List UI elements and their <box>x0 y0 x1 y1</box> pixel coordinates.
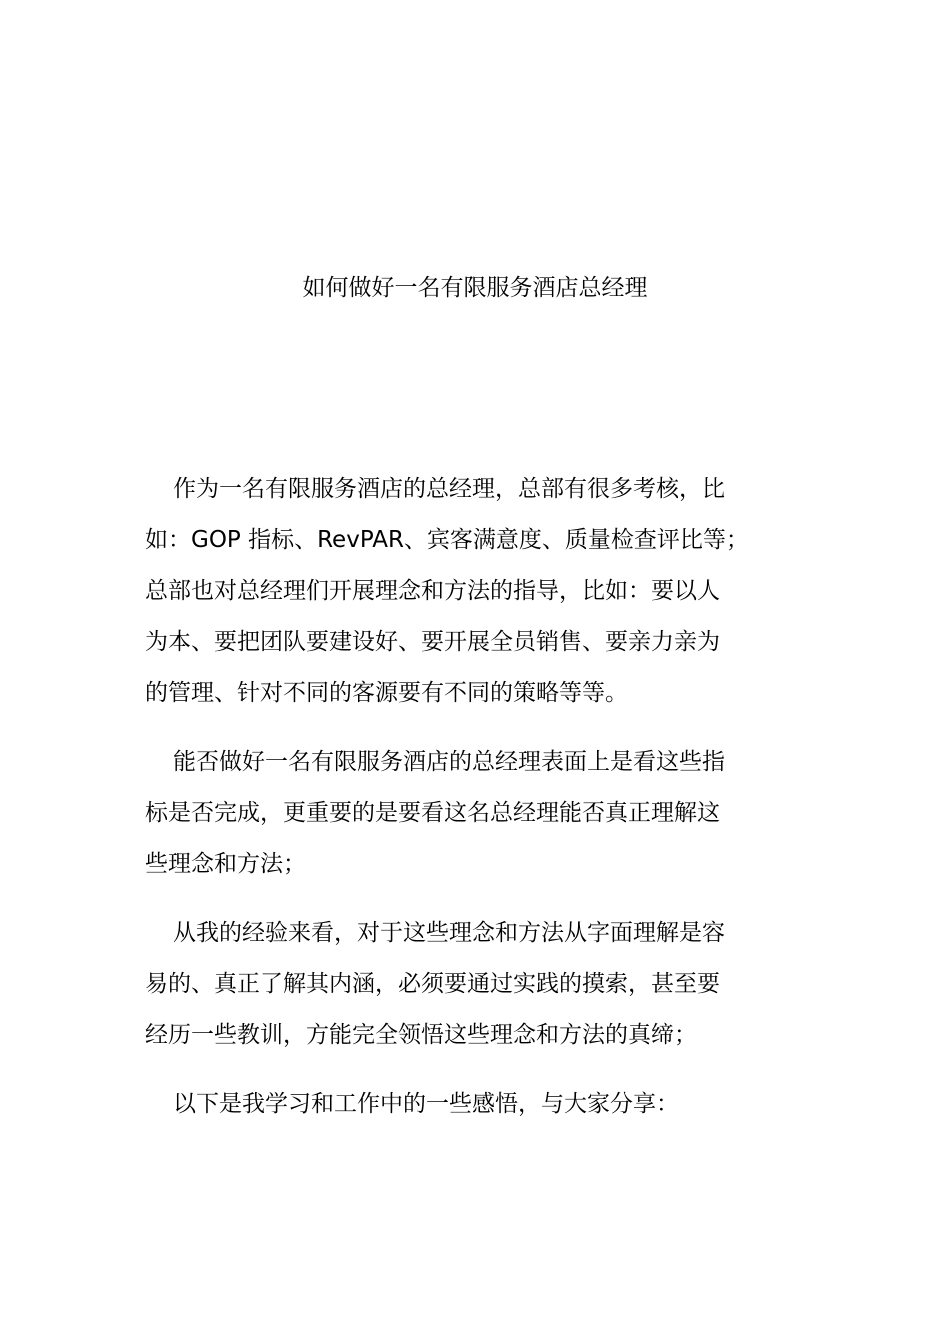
document-body <box>145 464 815 1148</box>
paragraph-line: 为本、要把团队要建设好、要开展全员销售、要亲力亲为 <box>145 629 720 655</box>
paragraph-line: 经历一些教训，方能完全领悟这些理念和方法的真缔； <box>145 1022 697 1048</box>
document-title: 如何做好一名有限服务酒店总经理 <box>302 275 648 301</box>
paragraph-line: 如：GOP 指标、RevPAR、宾客满意度、质量检查评比等； <box>145 527 749 553</box>
paragraph-1 <box>145 464 815 719</box>
paragraph-2 <box>145 737 815 890</box>
paragraph-line: 易的、真正了解其内涵，必须要通过实践的摸索，甚至要 <box>145 971 720 997</box>
paragraph-line: 的管理、针对不同的客源要有不同的策略等等。 <box>145 680 628 706</box>
paragraph-line: 能否做好一名有限服务酒店的总经理表面上是看这些指 <box>173 749 725 775</box>
paragraph-4 <box>145 1079 815 1130</box>
paragraph-line: 作为一名有限服务酒店的总经理，总部有很多考核，比 <box>173 476 725 502</box>
paragraph-line: 从我的经验来看，对于这些理念和方法从字面理解是容 <box>173 920 725 946</box>
paragraph-line: 些理念和方法； <box>145 851 306 877</box>
paragraph-3 <box>145 908 815 1061</box>
paragraph-line: 标是否完成，更重要的是要看这名总经理能否真正理解这 <box>145 800 720 826</box>
paragraph-line: 以下是我学习和工作中的一些感悟，与大家分享： <box>173 1091 679 1117</box>
paragraph-line: 总部也对总经理们开展理念和方法的指导，比如：要以人 <box>145 578 720 604</box>
